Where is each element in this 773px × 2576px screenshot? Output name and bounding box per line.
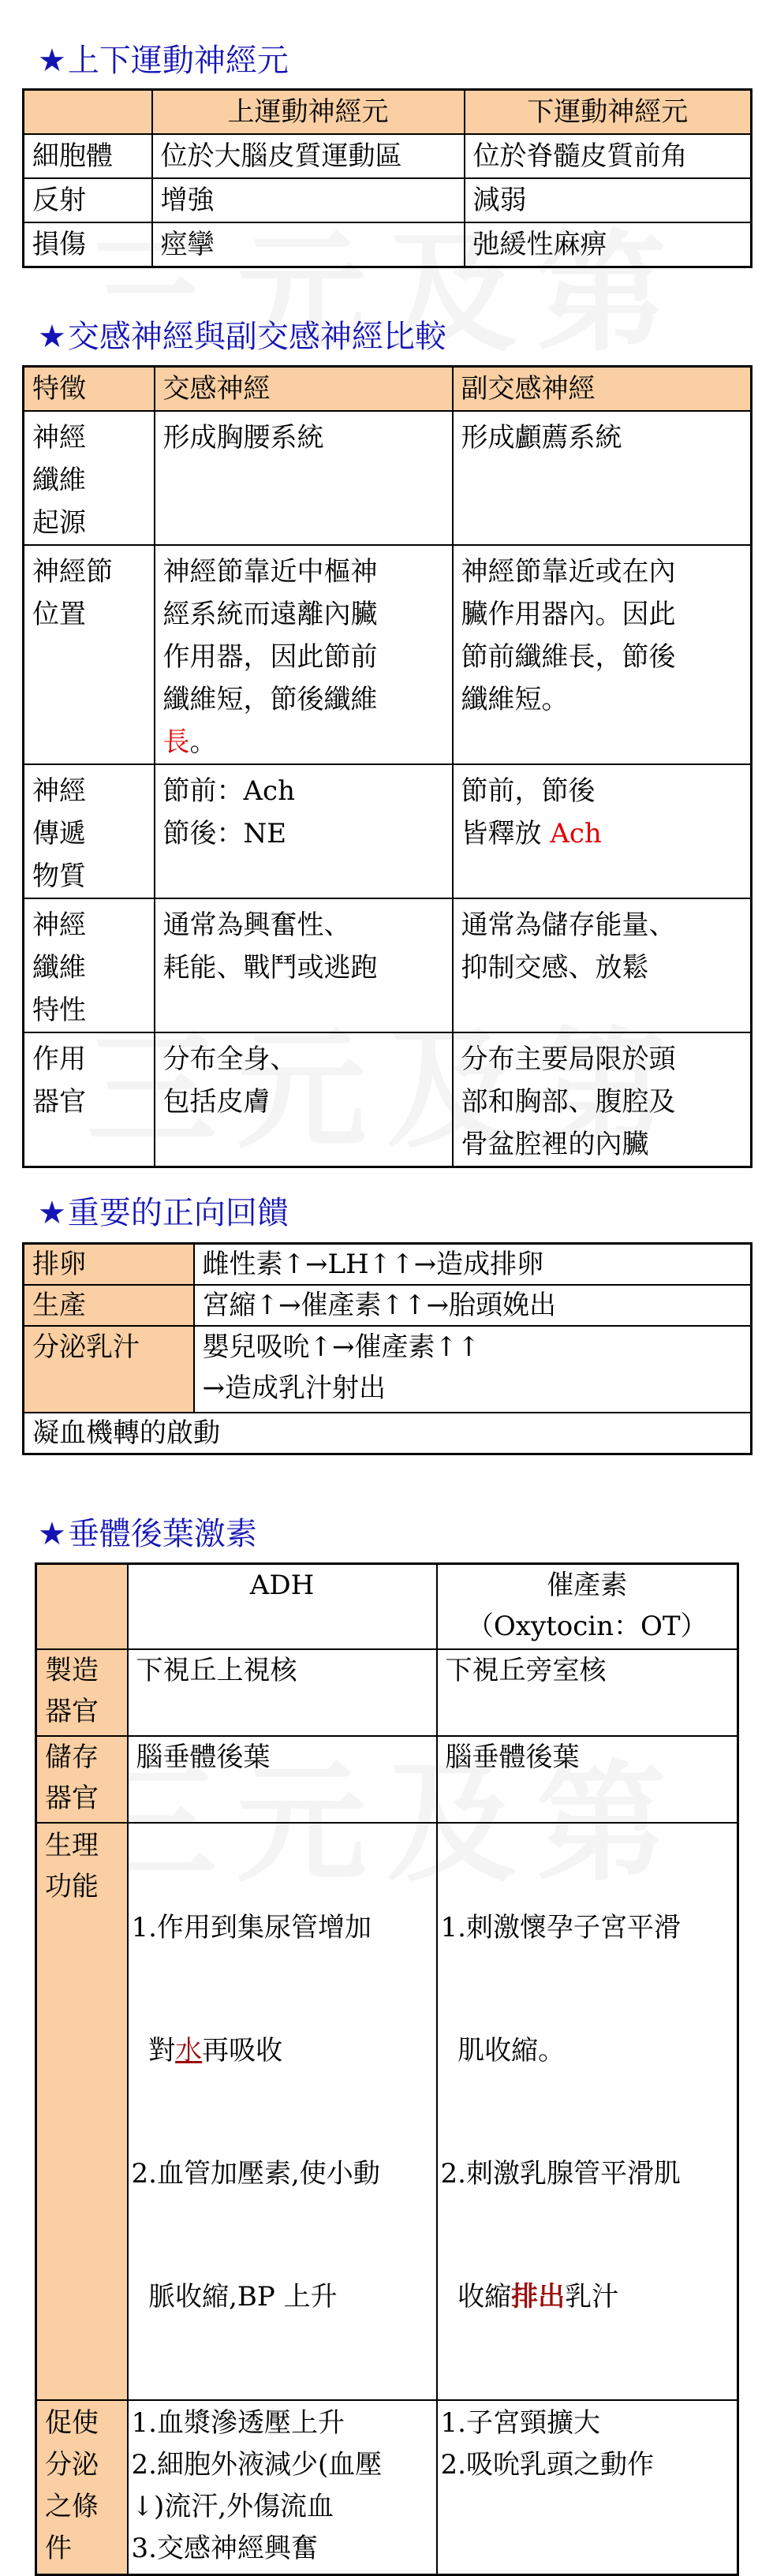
- row-label: 損傷: [24, 222, 152, 267]
- header-cell: [24, 90, 152, 135]
- cell: 痙攣: [152, 222, 465, 267]
- cell: 弛緩性麻痹: [465, 222, 752, 267]
- table-row: [24, 411, 752, 545]
- table-row: [24, 1244, 752, 1286]
- cell: 1.作用到集尿管增加 對水再吸收 2.血管加壓素,使小動 脈收縮,BP 上升: [128, 1823, 437, 2400]
- table-row: [36, 2400, 738, 2575]
- table-row: [24, 545, 752, 764]
- header-cell: 下運動神經元: [465, 90, 752, 135]
- section-title: ★上下運動神經元: [38, 43, 289, 79]
- cell: 通常為儲存能量、 抑制交感、放鬆: [453, 898, 752, 1032]
- star-icon: ★: [38, 43, 66, 79]
- star-icon: ★: [38, 319, 66, 355]
- star-icon: ★: [38, 1516, 66, 1552]
- cell: 通常為興奮性、 耗能、戰鬥或逃跑: [155, 898, 453, 1032]
- row-label: 細胞體: [24, 134, 152, 178]
- cell: 宮縮↑→催產素↑↑→胎頭娩出: [194, 1285, 752, 1326]
- cell: 雌性素↑→LH↑↑→造成排卵: [194, 1244, 752, 1286]
- section-title: ★交感神經與副交感神經比較: [38, 319, 446, 355]
- row-label: 神經 傳遞 物質: [24, 764, 155, 898]
- table-row: [36, 1823, 738, 2400]
- header-cell: 副交感神經: [453, 367, 752, 412]
- header-cell: 催產素 （Oxytocin：OT）: [437, 1564, 738, 1649]
- row-label: 生產: [24, 1285, 194, 1326]
- cell: 節前，節後 皆釋放 Ach: [453, 764, 752, 898]
- cell: 位於脊髓皮質前角: [465, 134, 752, 178]
- header-cell: ADH: [128, 1564, 437, 1649]
- cell: 嬰兒吸吮↑→催產素↑↑ →造成乳汁射出: [194, 1326, 752, 1413]
- table-row: [24, 1326, 752, 1413]
- cell: 1.血漿滲透壓上升 2.細胞外液減少(血壓 ↓)流汗,外傷流血 3.交感神經興奮: [128, 2400, 437, 2575]
- table-row: [36, 1736, 738, 1823]
- cell: 神經節靠近或在內 臟作用器內。因此 節前纖維長，節後 纖維短。: [453, 545, 752, 764]
- motor-neuron-table: [22, 88, 752, 268]
- cell: 腦垂體後葉: [128, 1736, 437, 1823]
- cell: 1.子宮頸擴大 2.吸吮乳頭之動作: [437, 2400, 738, 2575]
- cell: 下視丘上視核: [128, 1649, 437, 1736]
- footer-cell: 凝血機轉的啟動: [24, 1413, 752, 1454]
- cell: 分布主要局限於頭 部和胸部、腹腔及 骨盆腔裡的內臟: [453, 1032, 752, 1167]
- header-cell: 交感神經: [155, 367, 453, 412]
- table-row: [24, 1285, 752, 1326]
- row-label: 製造 器官: [36, 1649, 128, 1736]
- header-cell: 特徵: [24, 367, 155, 412]
- table-row: [24, 1032, 752, 1167]
- cell: 神經節靠近中樞神 經系統而遠離內臟 作用器，因此節前 纖維短，節後纖維 長。: [155, 545, 453, 764]
- row-label: 分泌乳汁: [24, 1326, 194, 1413]
- row-label: 神經 纖維 特性: [24, 898, 155, 1032]
- cell: 形成顱薦系統: [453, 411, 752, 545]
- section-title: ★垂體後葉激素: [38, 1516, 257, 1552]
- table-row: [24, 222, 752, 267]
- row-label: 神經節 位置: [24, 545, 155, 764]
- row-label: 排卵: [24, 1244, 194, 1286]
- cell: 分布全身、 包括皮膚: [155, 1032, 453, 1167]
- cell: 腦垂體後葉: [437, 1736, 738, 1823]
- row-label: 作用 器官: [24, 1032, 155, 1167]
- pituitary-hormone-table: [35, 1562, 739, 2576]
- row-label: 神經 纖維 起源: [24, 411, 155, 545]
- table-row: [24, 764, 752, 898]
- positive-feedback-table: [22, 1242, 752, 1455]
- row-label: 生理 功能: [36, 1823, 128, 2400]
- table-row: [24, 898, 752, 1032]
- header-cell: 上運動神經元: [152, 90, 465, 135]
- row-label: 反射: [24, 178, 152, 222]
- cell: 節前：Ach 節後：NE: [155, 764, 453, 898]
- row-label: 儲存 器官: [36, 1736, 128, 1823]
- section-title: ★重要的正向回饋: [38, 1195, 289, 1231]
- cell: 下視丘旁室核: [437, 1649, 738, 1736]
- cell: 增強: [152, 178, 465, 222]
- table-row: [36, 1649, 738, 1736]
- cell: 形成胸腰系統: [155, 411, 453, 545]
- cell: 減弱: [465, 178, 752, 222]
- star-icon: ★: [38, 1195, 66, 1231]
- table-row: [24, 178, 752, 222]
- table-row: [24, 1413, 752, 1454]
- autonomic-table: [22, 365, 752, 1168]
- cell: 1.刺激懷孕子宮平滑 肌收縮。 2.刺激乳腺管平滑肌 收縮排出乳汁: [437, 1823, 738, 2400]
- table-row: [24, 134, 752, 178]
- cell: 位於大腦皮質運動區: [152, 134, 465, 178]
- row-label: 促使 分泌 之條 件: [36, 2400, 128, 2575]
- header-cell: [36, 1564, 128, 1649]
